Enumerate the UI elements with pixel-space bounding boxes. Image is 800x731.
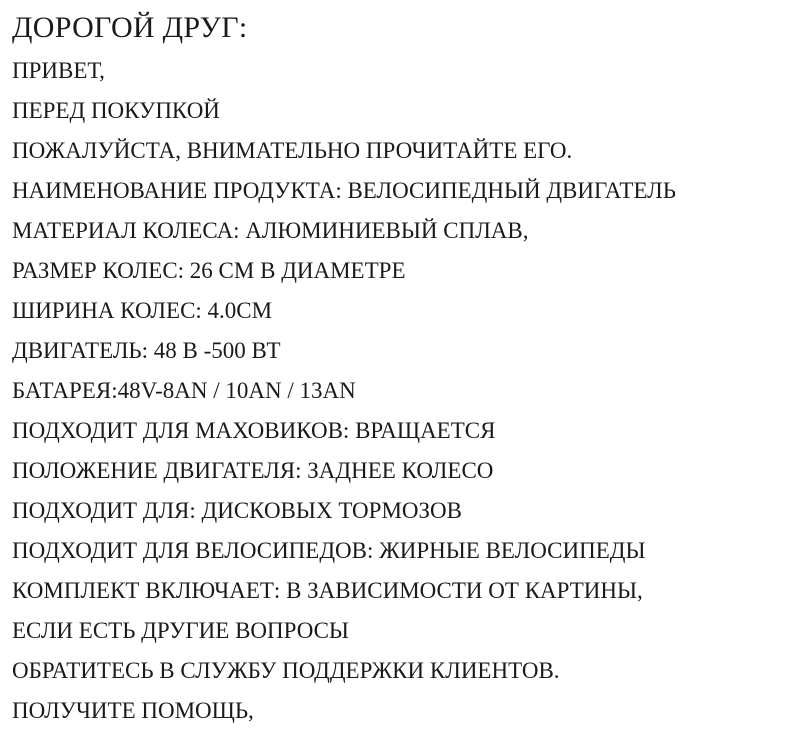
letter-line: ПЕРЕД ПОКУПКОЙ [12,98,220,123]
letter-line: ЕСЛИ ЕСТЬ ДРУГИЕ ВОПРОСЫ [12,618,349,643]
motor-line: ДВИГАТЕЛЬ: 48 В -500 ВТ [12,338,281,363]
battery-line: БАТАРЕЯ:48V-8AN / 10AN / 13AN [12,378,356,403]
letter-document [12,8,792,731]
freewheel-line: ПОДХОДИТ ДЛЯ МАХОВИКОВ: ВРАЩАЕТСЯ [12,418,496,443]
motor-position-line: ПОЛОЖЕНИЕ ДВИГАТЕЛЯ: ЗАДНЕЕ КОЛЕСО [12,458,494,483]
wheel-material-line: МАТЕРИАЛ КОЛЕСА: АЛЮМИНИЕВЫЙ СПЛАВ, [12,218,529,243]
letter-greeting-title: ДОРОГОЙ ДРУГ: [12,11,248,44]
product-name-line: НАИМЕНОВАНИЕ ПРОДУКТА: ВЕЛОСИПЕДНЫЙ ДВИГАТЕЛЬ [12,178,676,203]
letter-line: ОБРАТИТЕСЬ В СЛУЖБУ ПОДДЕРЖКИ КЛИЕНТОВ. [12,658,560,683]
package-contents-line: КОМПЛЕКТ ВКЛЮЧАЕТ: В ЗАВИСИМОСТИ ОТ КАРТИНЫ, [12,578,643,603]
brake-compatibility-line: ПОДХОДИТ ДЛЯ: ДИСКОВЫХ ТОРМОЗОВ [12,498,462,523]
bike-compatibility-line: ПОДХОДИТ ДЛЯ ВЕЛОСИПЕДОВ: ЖИРНЫЕ ВЕЛОСИПЕДЫ [12,538,646,563]
letter-line: ПОЛУЧИТЕ ПОМОЩЬ, [12,698,254,723]
wheel-width-line: ШИРИНА КОЛЕС: 4.0СМ [12,298,273,323]
letter-line: ПРИВЕТ, [12,58,105,83]
letter-line: ПОЖАЛУЙСТА, ВНИМАТЕЛЬНО ПРОЧИТАЙТЕ ЕГО. [12,138,573,163]
wheel-size-line: РАЗМЕР КОЛЕС: 26 СМ В ДИАМЕТРЕ [12,258,406,283]
